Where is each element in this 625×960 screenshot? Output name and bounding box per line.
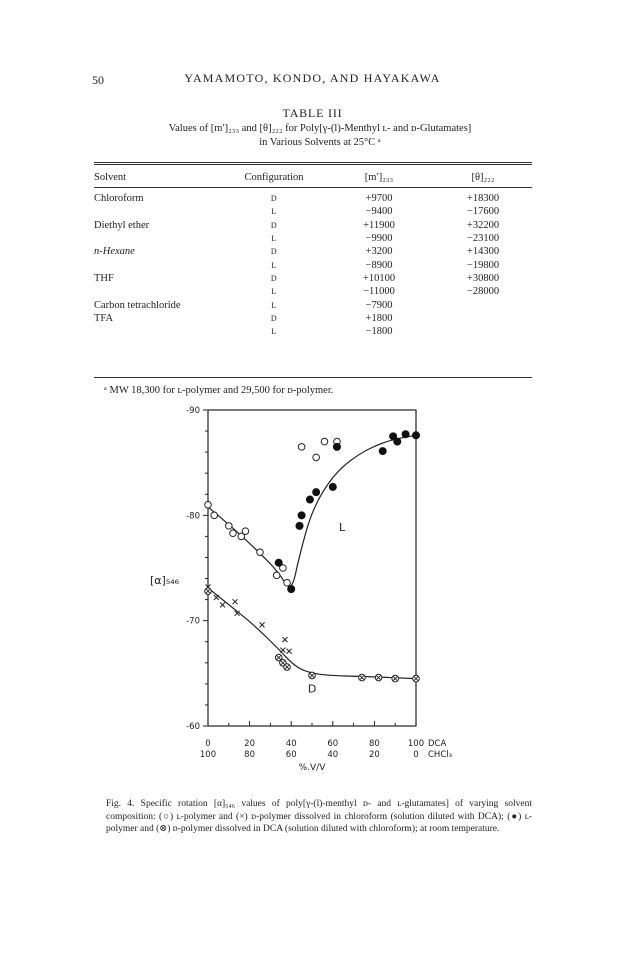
table-label: TABLE III [282,106,343,120]
m233-cell: −11000 [363,286,395,298]
m233-cell: +11900 [363,219,395,231]
filled-circle-marker [313,489,320,496]
x-tick-label-dca: 100 [407,739,425,749]
configuration-cell: D [270,247,278,257]
x-tick-label-dca: 80 [368,739,380,749]
theta222-cell: +30800 [466,272,500,284]
curve-label-l: L [339,521,346,535]
filled-circle-marker [288,586,295,593]
running-title: YAMAMOTO, KONDO, AND HAYAKAWA [184,71,441,85]
table-footnote: ᵃ MW 18,300 for ʟ-polymer and 29,500 for ᴅ-polymer. [104,385,334,396]
open-circle-marker [273,572,280,579]
filled-circle-marker [306,496,313,503]
theta222-cell: −17600 [466,206,500,218]
x-axis-end-label-dca: DCA [428,739,447,749]
filled-circle-marker [333,443,340,450]
table-caption-line1: Values of [m′]₂₃₃ and [θ]₂₂₂ for Poly[γ-(l)-Menthyl ʟ- and ᴅ-Glutamates] [168,123,472,134]
theta222-cell: +14300 [466,246,500,258]
open-circle-marker [298,444,305,451]
m233-cell: +9700 [365,193,393,205]
circled-x-marker [375,674,382,681]
configuration-cell: L [271,300,277,310]
configuration-cell: L [271,327,277,337]
y-axis-label: [α]₅₄₆ [150,573,180,587]
x-marker [220,602,225,607]
open-circle-marker [242,528,249,535]
x-tick-label-dca: 40 [285,739,297,749]
x-tick-label-chcl3: 0 [413,750,419,760]
theta222-cell: +18300 [466,193,500,205]
open-circle-marker [226,523,233,530]
x-axis-end-label-chcl3: CHCl₃ [428,750,453,760]
configuration-cell: L [271,234,277,244]
x-marker [214,595,219,600]
x-tick-label-dca: 60 [327,739,339,749]
solvent-cell: Carbon tetrachloride [94,299,181,311]
axis-labels [150,406,452,773]
x-tick-label-chcl3: 100 [199,750,217,760]
solvent-cell: TFA [94,312,114,324]
open-circle-marker [257,549,264,556]
circled-x-marker [284,664,291,671]
column-header: Solvent [94,171,127,183]
filled-circle-marker [298,512,305,519]
circled-x-marker [392,675,399,682]
m233-cell: +3200 [365,246,393,258]
m233-cell: −9900 [365,233,393,245]
m233-cell: −8900 [365,259,393,271]
open-circle-marker [205,502,212,509]
fit-curves [208,435,416,678]
filled-circle-marker [379,448,386,455]
open-circle-marker [230,530,237,537]
column-header: Configuration [244,171,304,183]
solvent-cell: Chloroform [94,193,144,205]
filled-circle-marker [413,432,420,439]
fit-curve-l [208,435,416,586]
solvent-cell: n-Hexane [94,246,135,258]
x-tick-label-dca: 0 [205,739,211,749]
x-axis-label: %.V/V [298,763,326,773]
x-marker [280,648,285,653]
theta222-cell: −19800 [466,259,500,271]
circled-x-marker [205,588,212,595]
circled-x-marker [309,672,316,679]
open-circle-marker [321,438,328,445]
x-tick-label-chcl3: 40 [327,750,339,760]
x-tick-label-dca: 20 [244,739,256,749]
filled-circle-marker [275,559,282,566]
m233-cell: −9400 [365,206,393,218]
x-marker [287,649,292,654]
m233-cell: +10100 [362,272,396,284]
y-tick-label: -70 [186,616,200,627]
y-tick-label: -60 [186,722,200,732]
column-header: [m′]₂₃₃ [364,171,394,183]
solvent-cell: Diethyl ether [94,219,150,231]
solvent-cell: THF [94,272,114,284]
open-circle-marker [313,454,320,461]
configuration-cell: L [271,260,277,270]
x-marker [260,622,265,627]
x-tick-label-chcl3: 80 [244,750,256,760]
theta222-cell: −28000 [466,286,500,298]
m233-cell: +1800 [365,312,393,324]
filled-circle-marker [402,431,409,438]
circled-x-marker [413,675,420,682]
configuration-cell: D [270,313,278,323]
theta222-cell: −23100 [466,233,500,245]
curve-label-d: D [307,682,317,696]
y-tick-label: -80 [186,511,200,522]
table-caption-line2: in Various Solvents at 25°C ᵃ [259,137,381,148]
open-circle-marker [284,579,291,586]
configuration-cell: L [271,207,277,217]
filled-circle-marker [329,483,336,490]
configuration-cell: D [270,273,278,283]
theta222-cell: +32200 [466,219,500,231]
circled-x-marker [359,674,366,681]
fit-curve-d [208,588,416,679]
filled-circle-marker [394,438,401,445]
column-header: [θ]₂₂₂ [471,171,495,183]
axis-ticks [203,410,416,726]
figure-caption: Fig. 4. Specific rotation [α]₅₄₆ values of poly[γ-(l)-menthyl ᴅ- and ʟ-glutamates] of varying solvent composition: (○) ʟ-polymer and (×) ᴅ-polymer dissolved in chloroform (solution diluted with DCA); (●) ʟ-polymer and (⊗) ᴅ-polymer dissolved in DCA (solution diluted with chloroform); at room temperature. [106,799,532,834]
x-tick-label-chcl3: 20 [368,750,380,760]
configuration-cell: D [270,194,278,204]
configuration-cell: L [271,287,277,297]
x-marker [233,599,238,604]
configuration-cell: D [270,220,278,230]
x-marker [282,637,287,642]
page-number: 50 [92,73,104,87]
x-tick-label-chcl3: 60 [285,750,297,760]
open-circle-marker [211,512,218,519]
filled-circle-marker [296,522,303,529]
m233-cell: −1800 [365,326,393,338]
data-markers [205,431,420,682]
y-tick-label: -90 [186,406,200,416]
m233-cell: −7900 [365,299,393,311]
